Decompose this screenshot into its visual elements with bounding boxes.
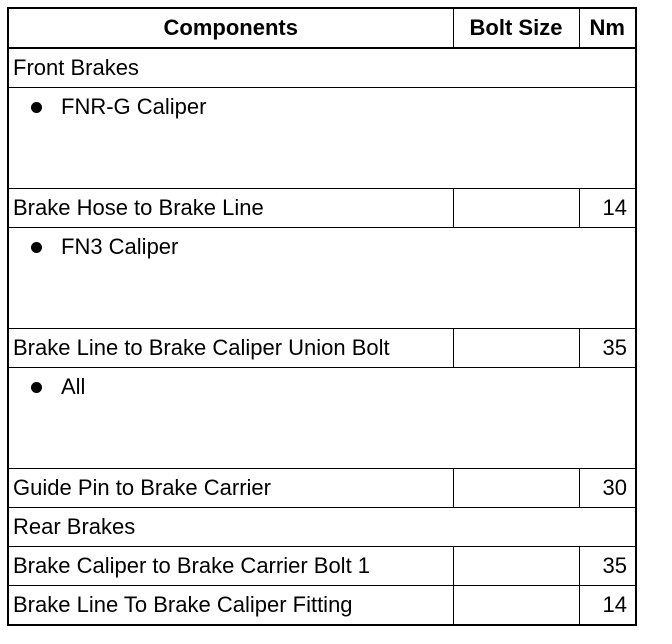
section-label: Front Brakes (8, 48, 636, 88)
bullet-icon (31, 102, 42, 113)
table-row (8, 547, 636, 586)
table-row (8, 586, 636, 626)
bullet-icon (31, 242, 42, 253)
torque-spec-table (7, 7, 637, 626)
section-row (8, 48, 636, 88)
bolt-size-cell (453, 329, 579, 368)
component-cell: Brake Line To Brake Caliper Fitting (8, 586, 453, 626)
variant-label: FN3 Caliper (61, 234, 179, 259)
bullet-icon (31, 382, 42, 393)
nm-cell: 14 (579, 189, 636, 228)
nm-column-header: Nm (579, 8, 636, 48)
table-row (8, 189, 636, 228)
table-header-row (8, 8, 636, 48)
variant-row (8, 228, 636, 329)
bolt-size-column-header: Bolt Size (453, 8, 579, 48)
variant-label: All (61, 374, 86, 399)
bolt-size-cell (453, 547, 579, 586)
table-row (8, 329, 636, 368)
variant-row (8, 88, 636, 189)
component-cell: Brake Hose to Brake Line (8, 189, 453, 228)
nm-cell: 14 (579, 586, 636, 626)
variant-label: FNR-G Caliper (61, 94, 207, 119)
nm-cell: 30 (579, 469, 636, 508)
nm-cell: 35 (579, 329, 636, 368)
bolt-size-cell (453, 469, 579, 508)
section-row (8, 508, 636, 547)
component-cell: Brake Line to Brake Caliper Union Bolt (8, 329, 453, 368)
table-row (8, 469, 636, 508)
section-label: Rear Brakes (8, 508, 636, 547)
component-cell: Brake Caliper to Brake Carrier Bolt 1 (8, 547, 453, 586)
nm-cell: 35 (579, 547, 636, 586)
bolt-size-cell (453, 189, 579, 228)
bolt-size-cell (453, 586, 579, 626)
component-cell: Guide Pin to Brake Carrier (8, 469, 453, 508)
components-column-header: Components (8, 8, 453, 48)
variant-row (8, 368, 636, 469)
